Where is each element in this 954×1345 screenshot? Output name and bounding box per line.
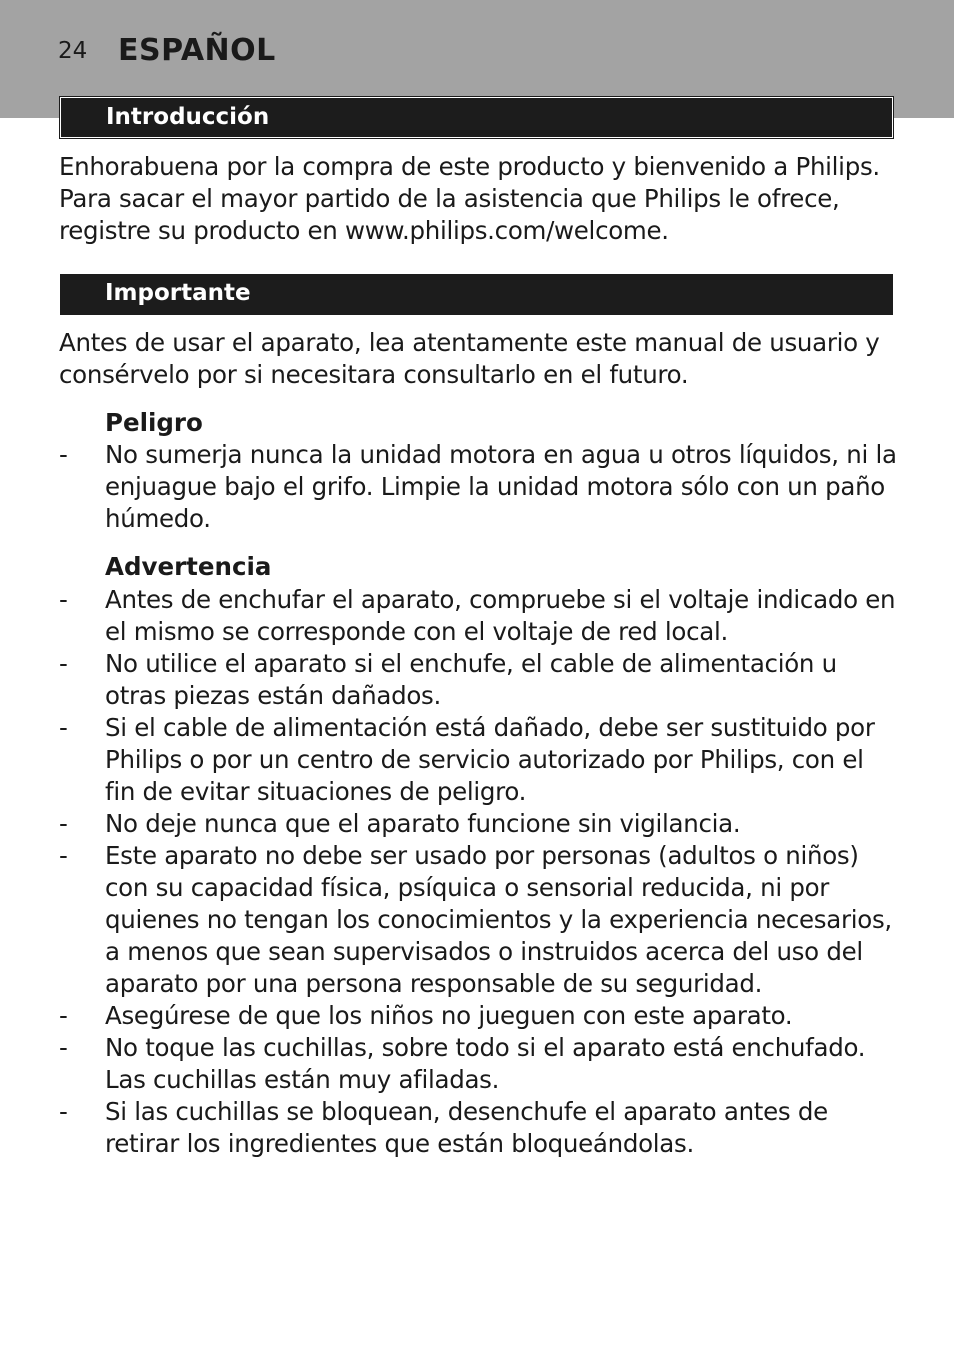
list-item bbox=[59, 808, 899, 840]
bullet-dash: - bbox=[59, 440, 68, 469]
list-item bbox=[59, 1000, 899, 1032]
list-item-text: Si el cable de alimentación está dañado, debe ser sustituido por Philips o por un centro de servicio autorizado por Philips, con el fin de evitar situaciones de peligro. bbox=[105, 713, 875, 806]
section-heading-introduccion bbox=[60, 97, 893, 138]
advertencia-list bbox=[59, 584, 899, 1160]
page-number: 24 bbox=[58, 38, 88, 64]
bullet-dash: - bbox=[59, 809, 68, 838]
bullet-dash: - bbox=[59, 1033, 68, 1062]
section-title-importante: Importante bbox=[105, 280, 251, 306]
bullet-dash: - bbox=[59, 585, 68, 614]
peligro-list bbox=[59, 439, 899, 535]
list-item bbox=[59, 840, 899, 1000]
subheading-peligro: Peligro bbox=[105, 408, 203, 437]
list-item bbox=[59, 648, 899, 712]
list-item-text: Asegúrese de que los niños no jueguen con este aparato. bbox=[105, 1001, 793, 1030]
list-item-text: No deje nunca que el aparato funcione sin vigilancia. bbox=[105, 809, 741, 838]
bullet-dash: - bbox=[59, 1001, 68, 1030]
list-item bbox=[59, 1096, 899, 1160]
bullet-dash: - bbox=[59, 841, 68, 870]
list-item-text: No toque las cuchillas, sobre todo si el aparato está enchufado. Las cuchillas están muy afiladas. bbox=[105, 1033, 866, 1094]
list-item-text: No sumerja nunca la unidad motora en agua u otros líquidos, ni la enjuague bajo el grifo. Limpie la unidad motora sólo con un paño húmedo. bbox=[105, 440, 897, 533]
bullet-dash: - bbox=[59, 1097, 68, 1126]
importante-paragraph: Antes de usar el aparato, lea atentamente este manual de usuario y consérvelo por si necesitara consultarlo en el futuro. bbox=[59, 328, 880, 389]
list-item-text: Antes de enchufar el aparato, compruebe si el voltaje indicado en el mismo se corresponde con el voltaje de red local. bbox=[105, 585, 896, 646]
list-item-text: Si las cuchillas se bloquean, desenchufe el aparato antes de retirar los ingredientes que están bloqueándolas. bbox=[105, 1097, 828, 1158]
bullet-dash: - bbox=[59, 713, 68, 742]
list-item bbox=[59, 439, 899, 535]
section-title-introduccion: Introducción bbox=[106, 104, 270, 130]
list-item bbox=[59, 584, 899, 648]
intro-paragraph: Enhorabuena por la compra de este producto y bienvenido a Philips. Para sacar el mayor partido de la asistencia que Philips le ofrece, registre su producto en www.philips.com/welcome. bbox=[59, 152, 880, 245]
language-title: ESPAÑOL bbox=[118, 33, 276, 68]
list-item-text: Este aparato no debe ser usado por personas (adultos o niños) con su capacidad física, psíquica o sensorial reducida, ni por quienes no tengan los conocimientos y la experiencia necesarios, a menos que sean supervisados o instruidos acerca del uso del aparato por una persona responsable de su seguridad. bbox=[105, 841, 892, 998]
list-item-text: No utilice el aparato si el enchufe, el cable de alimentación u otras piezas están dañados. bbox=[105, 649, 837, 710]
list-item bbox=[59, 712, 899, 808]
section-heading-importante bbox=[60, 274, 893, 315]
bullet-dash: - bbox=[59, 649, 68, 678]
subheading-advertencia: Advertencia bbox=[105, 552, 272, 581]
list-item bbox=[59, 1032, 899, 1096]
